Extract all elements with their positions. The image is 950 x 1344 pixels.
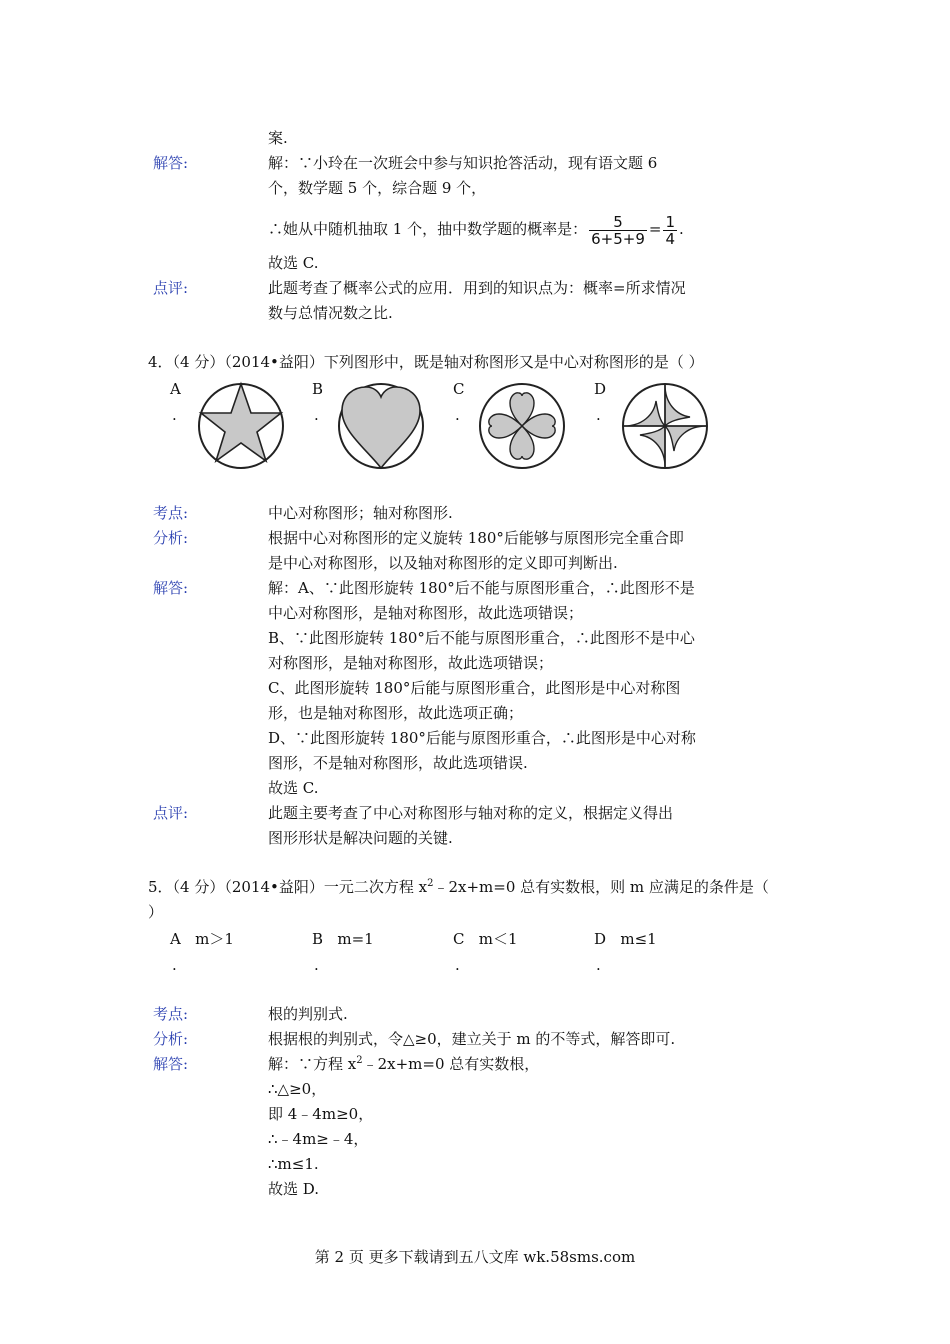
option-letter: C bbox=[453, 930, 465, 948]
option-letter: B bbox=[312, 930, 324, 948]
q4-answer-line: 图形，不是轴对称图形，故此选项错误. bbox=[268, 754, 528, 772]
option-text: m＜1 bbox=[478, 930, 518, 948]
q5-option-b-dot: . bbox=[314, 956, 319, 974]
q5-option-c-dot: . bbox=[455, 956, 460, 974]
q3-answer-label: 解答: bbox=[153, 154, 189, 172]
equals-sign: = bbox=[648, 220, 662, 238]
q4-answer-line: 中心对称图形，是轴对称图形，故此选项错误； bbox=[268, 604, 584, 622]
frac-denominator: 4 bbox=[665, 229, 675, 248]
q3-prob-text: ∴她从中随机抽取 1 个，抽中数学题的概率是： bbox=[268, 220, 588, 238]
period: . bbox=[679, 220, 684, 238]
q5-stem-close: ） bbox=[148, 903, 164, 921]
q5-answer-line: ∴m≤1. bbox=[268, 1155, 319, 1173]
q3-answer-line: 个，数学题 5 个，综合题 9 个， bbox=[268, 179, 487, 197]
fraction-5-over-sum bbox=[589, 214, 647, 247]
q3-answer-prob-line bbox=[268, 212, 684, 247]
fraction-1-over-4 bbox=[663, 214, 677, 247]
frac-numerator: 5 bbox=[589, 214, 647, 231]
q5-stem-text: 5．（4 分）（2014•益阳）一元二次方程 x bbox=[148, 878, 428, 896]
frac-numerator: 1 bbox=[665, 212, 675, 231]
q5-answer-line: 故选 D. bbox=[268, 1180, 320, 1198]
q3-review-line: 此题考查了概率公式的应用．用到的知识点为：概率=所求情况 bbox=[268, 279, 686, 297]
q5-option-a[interactable] bbox=[170, 929, 234, 949]
q3-review-label: 点评: bbox=[153, 279, 189, 297]
q4-option-b-dot: . bbox=[314, 406, 319, 424]
option-text: m≤1 bbox=[620, 930, 657, 948]
q4-stem: 4．（4 分）（2014•益阳）下列图形中，既是轴对称图形又是中心对称图形的是（ ） bbox=[148, 353, 704, 371]
q4-answer-line: 解：A、∵此图形旋转 180°后不能与原图形重合，∴此图形不是 bbox=[268, 579, 695, 597]
q4-kaodian: 中心对称图形；轴对称图形. bbox=[268, 504, 453, 522]
q4-fenxi-line: 根据中心对称图形的定义旋转 180°后能够与原图形完全重合即 bbox=[268, 529, 684, 547]
q4-option-d-letter[interactable]: D bbox=[594, 380, 607, 398]
q3-cont: 案. bbox=[268, 129, 288, 147]
page-footer: 第 2 页 更多下载请到五八文库 wk.58sms.com bbox=[314, 1248, 636, 1266]
q4-answer-line: 故选 C. bbox=[268, 779, 319, 797]
q5-option-c[interactable] bbox=[453, 929, 518, 949]
q4-kaodian-label: 考点: bbox=[153, 504, 189, 522]
q4-option-d-dot: . bbox=[596, 406, 601, 424]
option-text: m=1 bbox=[337, 930, 374, 948]
frac-denominator: 6+5+9 bbox=[591, 229, 645, 248]
heart-in-circle-figure[interactable] bbox=[336, 381, 426, 471]
q4-answer-line: B、∵此图形旋转 180°后不能与原图形重合，∴此图形不是中心 bbox=[268, 629, 695, 647]
q5-stem bbox=[148, 877, 769, 897]
q5-option-b[interactable] bbox=[312, 929, 374, 949]
option-letter: D bbox=[594, 930, 607, 948]
q5-answer-line bbox=[268, 1054, 539, 1074]
q5-answer-label: 解答: bbox=[153, 1055, 189, 1073]
q3-answer-line: 解：∵小玲在一次班会中参与知识抢答活动，现有语文题 6 bbox=[268, 154, 658, 172]
four-hearts-in-circle-figure[interactable] bbox=[477, 381, 567, 471]
q4-answer-line: 形，也是轴对称图形，故此选项正确； bbox=[268, 704, 524, 722]
q4-review-label: 点评: bbox=[153, 804, 189, 822]
q4-review-line: 此题主要考查了中心对称图形与轴对称的定义，根据定义得出 bbox=[268, 804, 674, 822]
q4-fenxi-line: 是中心对称图形，以及轴对称图形的定义即可判断出. bbox=[268, 554, 618, 572]
q4-option-a-letter[interactable]: A bbox=[170, 380, 181, 398]
option-letter: A bbox=[170, 930, 181, 948]
q5-option-d[interactable] bbox=[594, 929, 657, 949]
star-in-circle-figure[interactable] bbox=[196, 381, 286, 471]
q4-answer-line: D、∵此图形旋转 180°后能与原图形重合，∴此图形是中心对称 bbox=[268, 729, 696, 747]
q4-fenxi-label: 分析: bbox=[153, 529, 189, 547]
q5-fenxi: 根据根的判别式，令△≥0，建立关于 m 的不等式，解答即可. bbox=[268, 1030, 676, 1048]
q4-option-c-dot: . bbox=[455, 406, 460, 424]
q5-answer-line: ∴﹣4m≥﹣4， bbox=[268, 1130, 369, 1148]
q4-option-a-dot: . bbox=[172, 406, 177, 424]
q4-answer-label: 解答: bbox=[153, 579, 189, 597]
q5-stem-text: ﹣2x+m=0 总有实数根，则 m 应满足的条件是（ bbox=[433, 878, 769, 896]
superscript: 2 bbox=[427, 878, 434, 889]
q4-review-line: 图形形状是解决问题的关键. bbox=[268, 829, 453, 847]
q4-option-b-letter[interactable]: B bbox=[312, 380, 324, 398]
q5-answer-line: ∴△≥0， bbox=[268, 1080, 327, 1098]
pinwheel-in-circle-figure[interactable] bbox=[620, 381, 710, 471]
q5-option-d-dot: . bbox=[596, 956, 601, 974]
q5-kaodian-label: 考点: bbox=[153, 1005, 189, 1023]
q3-review-line: 数与总情况数之比. bbox=[268, 304, 393, 322]
q5-fenxi-label: 分析: bbox=[153, 1030, 189, 1048]
q5-kaodian: 根的判别式. bbox=[268, 1005, 348, 1023]
option-text: m＞1 bbox=[195, 930, 234, 948]
q4-option-c-letter[interactable]: C bbox=[453, 380, 465, 398]
q5-answer-line: 即 4﹣4m≥0， bbox=[268, 1105, 374, 1123]
q4-answer-line: C、此图形旋转 180°后能与原图形重合，此图形是中心对称图 bbox=[268, 679, 681, 697]
q3-answer-line: 故选 C. bbox=[268, 254, 319, 272]
q4-answer-line: 对称图形，是轴对称图形，故此选项错误； bbox=[268, 654, 554, 672]
answer-text: ﹣2x+m=0 总有实数根， bbox=[362, 1055, 540, 1073]
answer-text: 解：∵方程 x bbox=[268, 1055, 357, 1073]
superscript: 2 bbox=[356, 1055, 363, 1066]
q5-option-a-dot: . bbox=[172, 956, 177, 974]
